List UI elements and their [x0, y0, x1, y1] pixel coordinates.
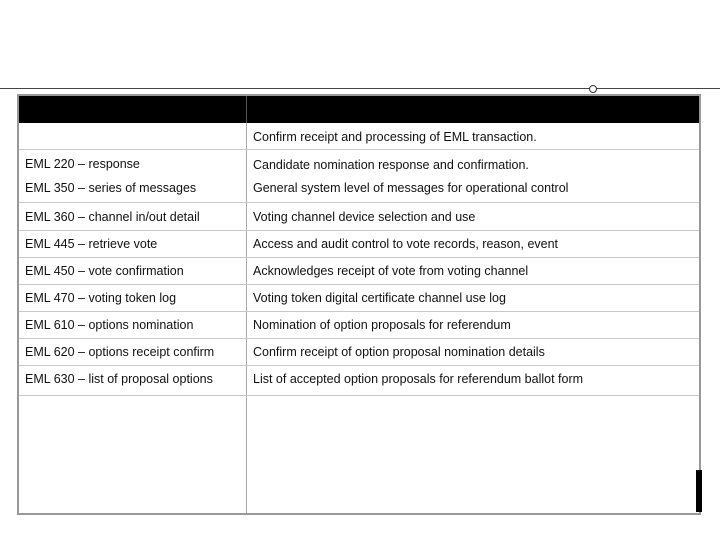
table-row: [19, 173, 699, 203]
row-name: EML 610 – options nomination: [25, 318, 194, 332]
row-name: EML 350 – series of messages: [25, 181, 197, 195]
table-row: [19, 150, 699, 173]
table-row: [19, 339, 699, 366]
row-description: Voting channel device selection and use: [253, 210, 476, 224]
row-description: Confirm receipt and processing of EML transaction.: [253, 130, 537, 144]
eml-message-table: [17, 94, 701, 515]
row-description: Acknowledges receipt of vote from voting channel: [253, 264, 529, 278]
row-description: List of accepted option proposals for referendum ballot form: [253, 372, 584, 386]
row-description: Candidate nomination response and confirmation.: [253, 158, 529, 172]
row-description: Confirm receipt of option proposal nomination details: [253, 345, 545, 359]
top-rule: [0, 88, 720, 89]
table-row: [19, 366, 699, 396]
table-row: [19, 285, 699, 312]
table-header-row: [19, 96, 699, 123]
row-name: EML 470 – voting token log: [25, 291, 177, 305]
row-description: Access and audit control to vote records, reason, event: [253, 237, 559, 251]
row-name: EML 450 – vote confirmation: [25, 264, 184, 278]
row-name: EML 360 – channel in/out detail: [25, 210, 200, 224]
row-name: EML 630 – list of proposal options: [25, 372, 213, 386]
row-description: General system level of messages for operational control: [253, 181, 569, 195]
row-description: Nomination of option proposals for referendum: [253, 318, 511, 332]
row-description: Voting token digital certificate channel use log: [253, 291, 506, 305]
table-row: [19, 231, 699, 258]
table-row: [19, 203, 699, 231]
row-name: EML 620 – options receipt confirm: [25, 345, 215, 359]
resize-handle-icon[interactable]: [589, 85, 597, 93]
table-row: [19, 123, 699, 150]
row-name: EML 220 – response: [25, 157, 140, 171]
scroll-edge-marker: [696, 470, 702, 512]
table-row: [19, 258, 699, 285]
header-divider: [246, 96, 247, 123]
row-name: EML 445 – retrieve vote: [25, 237, 158, 251]
table-row: [19, 312, 699, 339]
